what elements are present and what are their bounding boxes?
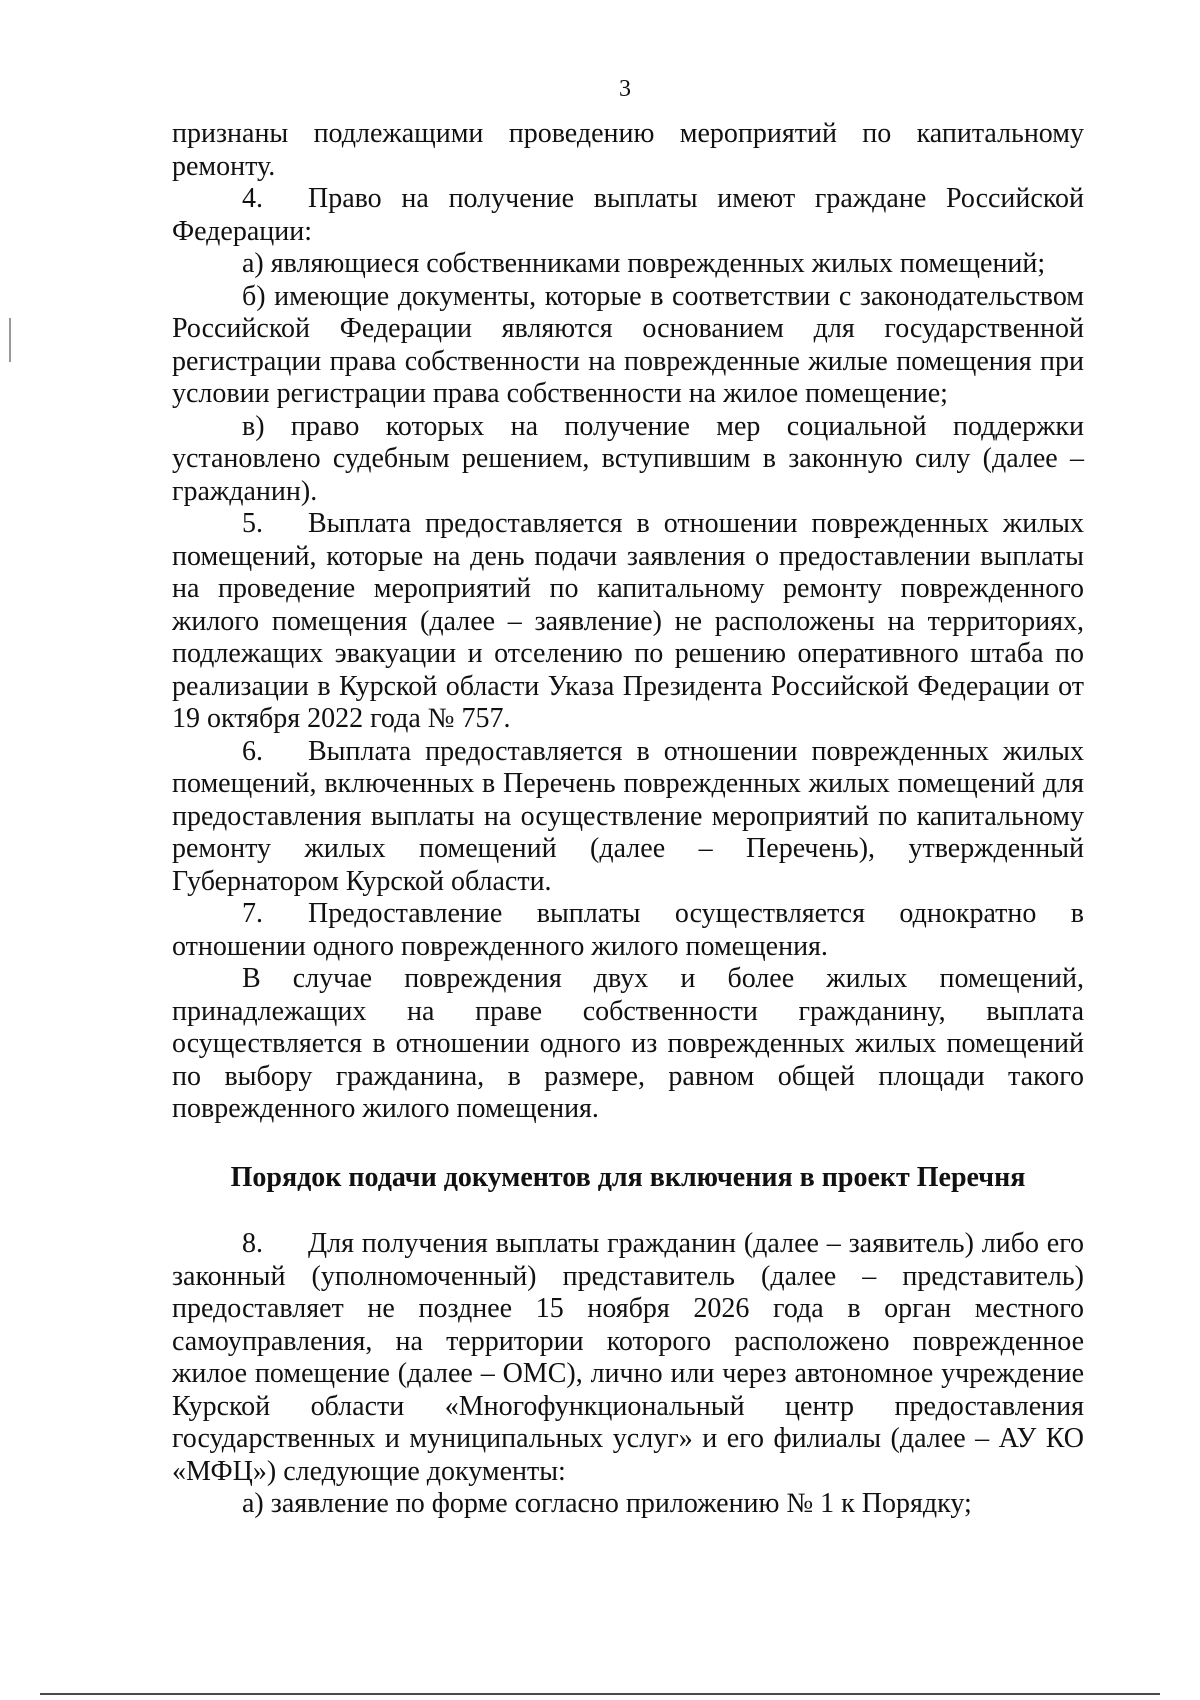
paragraph-number: 6. <box>242 735 263 767</box>
paragraph-continuation: признаны подлежащими проведению мероприятий по капитальному ремонту. <box>172 118 1084 182</box>
scan-artifact-left <box>9 318 11 362</box>
paragraph-text: Для получения выплаты гражданин (далее – заявитель) либо его законный (уполномоченный) представитель (далее – представитель) предоставляет не позднее 15 ноября 2026 года в орган местного самоуправления, на территории которого расположено поврежденное жилое помещение (далее – ОМС), лично или через автономное учреждение Курской области «Многофункциональный центр предоставления государственных и муниципальных услуг» и его филиалы (далее – АУ КО «МФЦ») следующие документы: <box>172 1228 1084 1487</box>
paragraph-4c: в) право которых на получение мер социальной поддержки установлено судебным решением, вступившим в законную силу (далее – гражданин). <box>172 410 1084 507</box>
paragraph-5 <box>172 508 1084 736</box>
paragraph-number: 5. <box>242 508 263 539</box>
paragraph-8 <box>172 1228 1084 1488</box>
paragraph-text: Выплата предоставляется в отношении поврежденных жилых помещений, включенных в Перечень поврежденных жилых помещений для предоставления выплаты на осуществление мероприятий по капитальному ремонту жилых помещений (далее – Перечень), утвержденный Губернатором Курской области. <box>172 735 1084 897</box>
paragraph-number: 4. <box>242 183 263 214</box>
paragraph-text: Право на получение выплаты имеют граждане Российской Федерации: <box>172 183 1084 247</box>
paragraph-7-continued: В случае повреждения двух и более жилых помещений, принадлежащих на праве собственности гражданину, выплата осуществляется в отношении одного из поврежденных жилых помещений по выбору гражданина, в размере, равном общей площади такого поврежденного жилого помещения. <box>172 963 1084 1124</box>
paragraph-8a: а) заявление по форме согласно приложению № 1 к Порядку; <box>242 1488 972 1519</box>
paragraph-4b: б) имеющие документы, которые в соответствии с законодательством Российской Федерации являются основанием для государственной регистрации права собственности на поврежденные жилые помещения при условии регистрации права собственности на жилое помещение; <box>172 280 1084 409</box>
paragraph-7 <box>172 898 1084 963</box>
paragraph-number: 7. <box>242 898 263 929</box>
scan-artifact-bottom <box>40 1693 1160 1695</box>
paragraph-text: Предоставление выплаты осуществляется однократно в отношении одного поврежденного жилого помещения. <box>172 898 1084 962</box>
paragraph-6 <box>172 736 1084 899</box>
paragraph-text: Выплата предоставляется в отношении поврежденных жилых помещений, которые на день подачи заявления о предоставлении выплаты на проведение мероприятий по капитальному ремонту поврежденного жилого помещения (далее – заявление) не расположены на территориях, подлежащих эвакуации и отселению по решению оперативного штаба по реализации в Курской области Указа Президента Российской Федерации от 19 октября 2022 года № 757. <box>172 508 1084 734</box>
document-body <box>172 118 1084 1521</box>
page-number: 3 <box>619 76 631 102</box>
paragraph-4 <box>172 183 1084 248</box>
section-heading: Порядок подачи документов для включения в проект Перечня <box>230 1161 1026 1193</box>
paragraph-number: 8. <box>242 1228 263 1259</box>
paragraph-4a: а) являющиеся собственниками поврежденных жилых помещений; <box>242 248 1046 279</box>
